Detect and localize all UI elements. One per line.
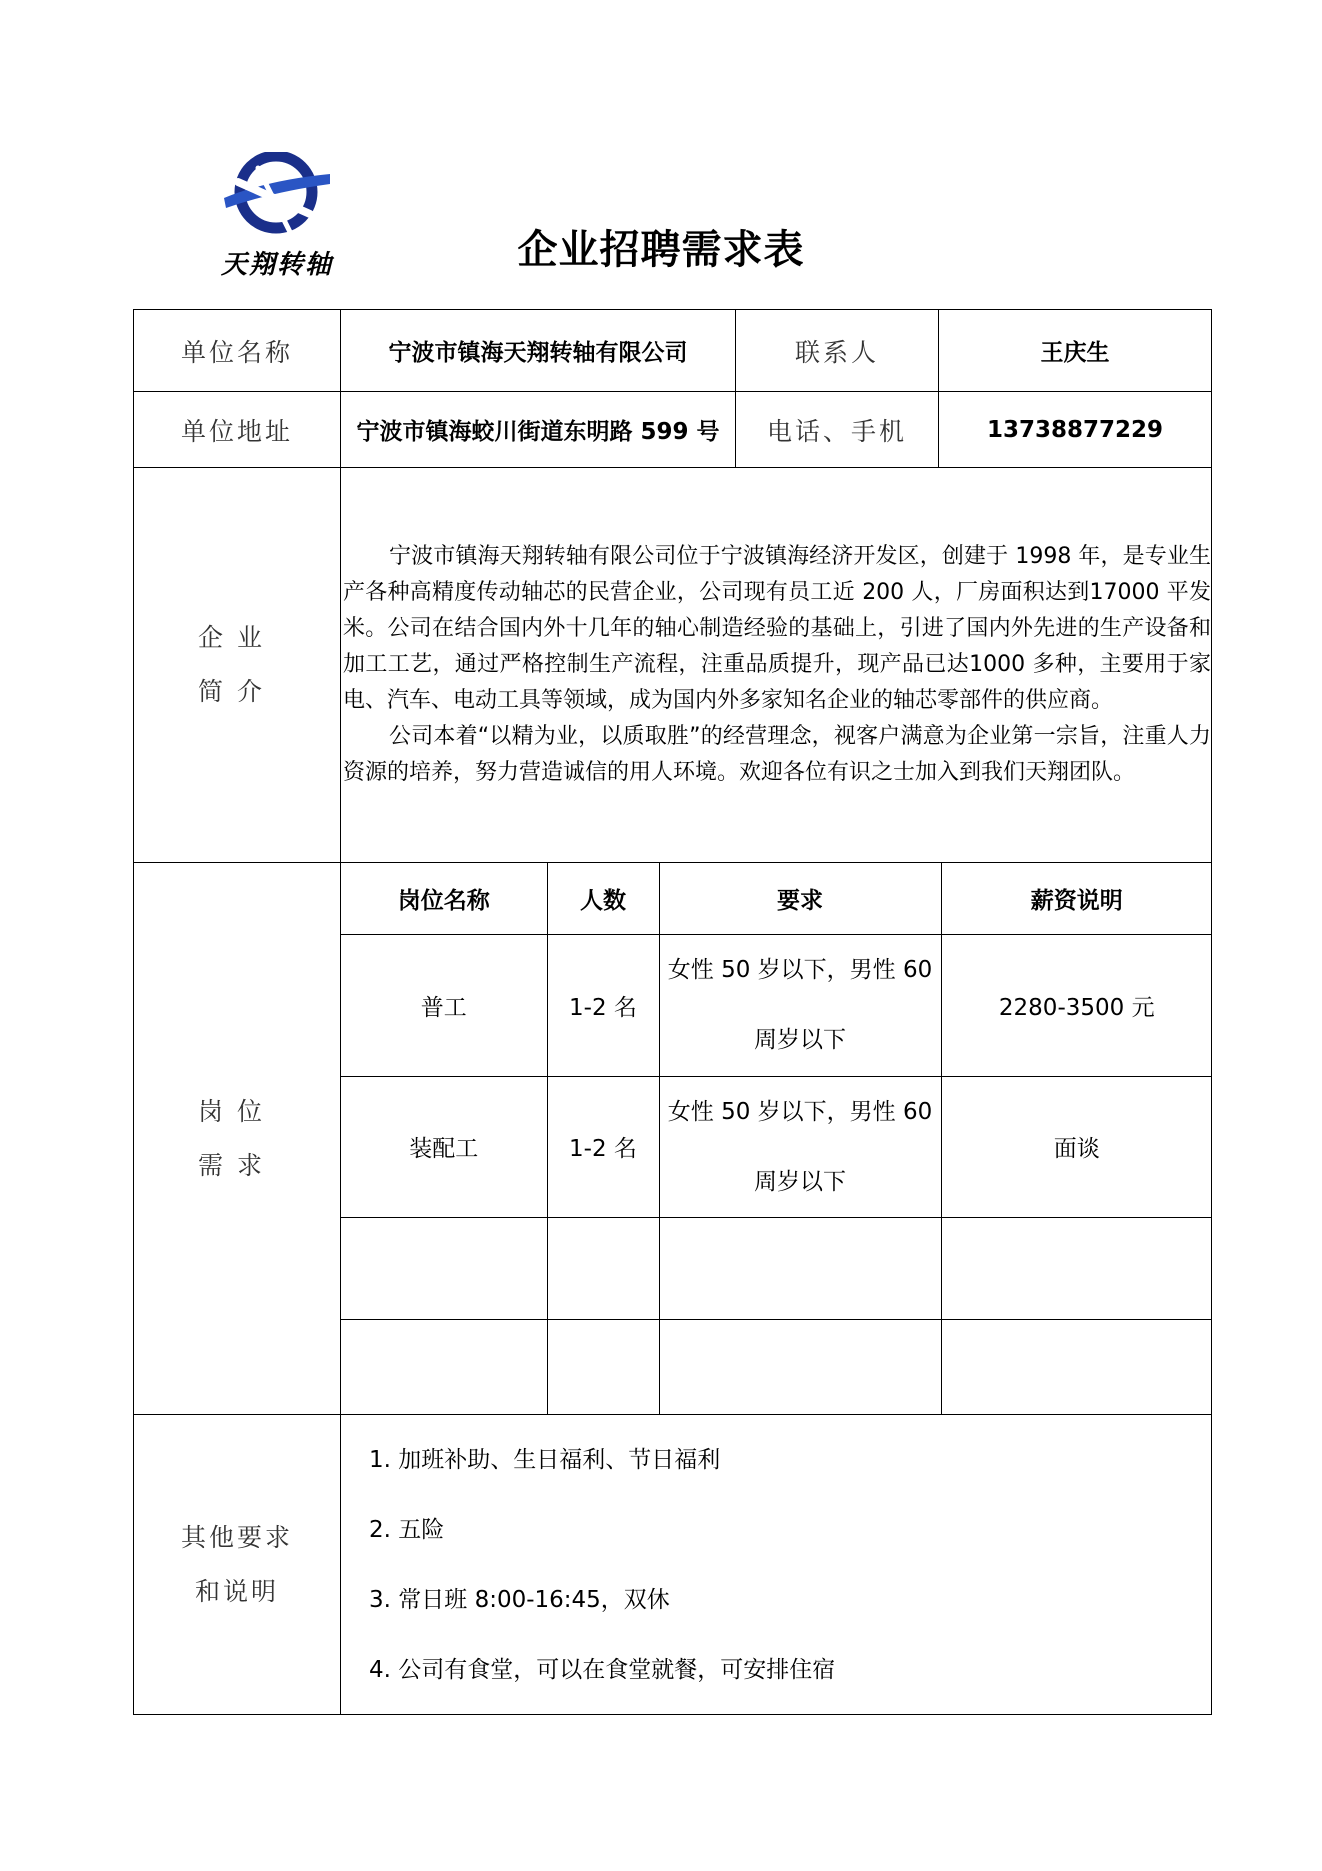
- job-requirement-line1: 女性 50 岁以下，男性 60: [667, 957, 933, 983]
- jobs-table: [341, 863, 1212, 1414]
- notes-label: [134, 1415, 341, 1715]
- table-row: [341, 934, 1212, 1076]
- intro-paragraph-1: 宁波市镇海天翔转轴有限公司位于宁波镇海经济开发区，创建于 1998 年，是专业生产各种高精度传动轴芯的民营企业，公司现有员工近 200 人，厂房面积达到17000 平发米。公司在结合国内外十几年的轴心制造经验的基础上，引进了国内外先进的生产设备和加工工艺，通过严格控制生产流程，注重品质提升，现产品已达1000 多种，主要用于家电、汽车、电动工具等领域，成为国内外多家知名企业的轴芯零部件的供应商。: [343, 544, 1211, 713]
- header-count: 人数: [547, 863, 659, 934]
- list-item: 4. 公司有食堂，可以在食堂就餐，可安排住宿: [369, 1656, 836, 1683]
- job-count: 1-2 名: [547, 934, 659, 1076]
- list-item: 1. 加班补助、生日福利、节日福利: [369, 1446, 721, 1473]
- header-salary: 薪资说明: [941, 863, 1212, 934]
- intro-label-line2: 简介: [197, 677, 276, 706]
- jobs-label-line2: 需求: [197, 1150, 276, 1180]
- jobs-label-line1: 岗位: [197, 1096, 276, 1126]
- notes-row: [134, 1415, 1212, 1715]
- intro-paragraph-2: 公司本着“以精为业，以质取胜”的经营理念，视客户满意为企业第一宗旨，注重人力资源的培养，努力营造诚信的用人环境。欢迎各位有识之士加入到我们天翔团队。: [343, 724, 1211, 785]
- jobs-cell: [341, 863, 1212, 1415]
- job-count: 1-2 名: [547, 1076, 659, 1217]
- intro-label: [134, 468, 341, 863]
- jobs-row: [134, 863, 1212, 1415]
- intro-label-line1: 企业: [197, 623, 276, 652]
- jobs-header-row: [341, 863, 1212, 934]
- empty-job-row: [341, 1319, 1212, 1414]
- job-salary: 面谈: [941, 1076, 1212, 1217]
- jobs-label: [134, 863, 341, 1415]
- job-name: 装配工: [341, 1076, 547, 1217]
- job-requirement-line2: 周岁以下: [754, 1027, 846, 1053]
- contact-label: 联系人: [736, 310, 939, 392]
- notes-label-line2: 和说明: [194, 1576, 279, 1606]
- intro-row: [134, 468, 1212, 863]
- phone-label: 电话、手机: [736, 392, 939, 468]
- table-row: [341, 1076, 1212, 1217]
- header-requirement: 要求: [659, 863, 941, 934]
- phone-number: 13738877229: [939, 392, 1212, 468]
- job-name: 普工: [341, 934, 547, 1076]
- address-label: 单位地址: [134, 392, 341, 468]
- company-name: 宁波市镇海天翔转轴有限公司: [341, 310, 736, 392]
- recruitment-form: [133, 309, 1212, 1715]
- notes-list: [341, 1425, 1211, 1705]
- job-requirement: [659, 934, 941, 1076]
- notes-label-line1: 其他要求: [180, 1522, 293, 1552]
- company-address: 宁波市镇海蛟川街道东明路 599 号: [341, 392, 736, 468]
- job-requirement-line2: 周岁以下: [754, 1168, 846, 1195]
- job-salary: 2280-3500 元: [941, 934, 1212, 1076]
- header-job-name: 岗位名称: [341, 863, 547, 934]
- job-requirement-line1: 女性 50 岁以下，男性 60: [667, 1098, 933, 1125]
- notes-cell: [341, 1415, 1212, 1715]
- list-item: 2. 五险: [369, 1516, 445, 1543]
- contact-name: 王庆生: [939, 310, 1212, 392]
- company-name-row: [134, 310, 1212, 392]
- job-requirement: [659, 1076, 941, 1217]
- page-title: 企业招聘需求表: [517, 227, 805, 273]
- logo-text: 天翔转轴: [220, 250, 333, 280]
- intro-text: [341, 468, 1212, 863]
- company-address-row: [134, 392, 1212, 468]
- company-name-label: 单位名称: [134, 310, 341, 392]
- empty-job-row: [341, 1217, 1212, 1319]
- list-item: 3. 常日班 8:00-16:45，双休: [369, 1586, 670, 1613]
